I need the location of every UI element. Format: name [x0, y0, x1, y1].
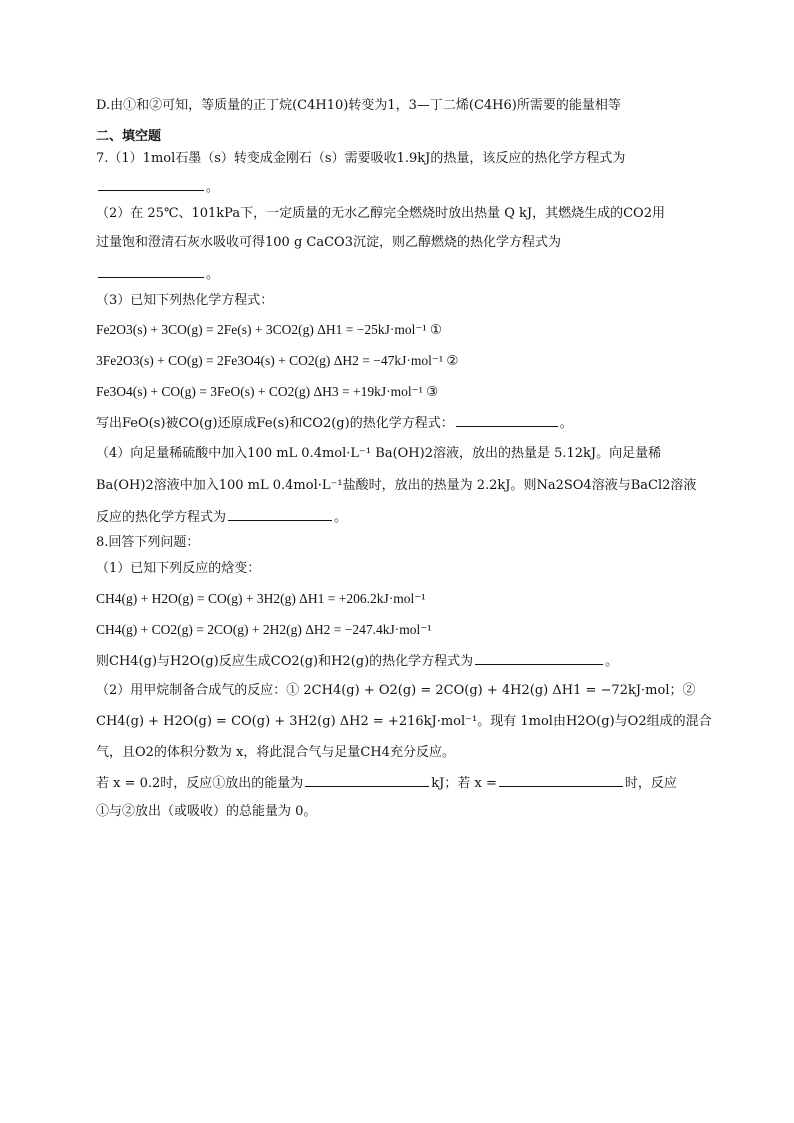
answer-blank[interactable]: [98, 177, 204, 191]
q8-part2-text-4c: 时，反应: [624, 776, 677, 791]
q8-part2-line2: [96, 713, 712, 731]
q8-part1-ask: [96, 651, 706, 671]
q7-part4-text-2: Ba(OH)2溶液中加入100 mL 0.4mol·L⁻¹盐酸时，放出的热量为 2.2kJ。则Na2SO4溶液与BaCl2溶液: [96, 478, 697, 493]
q7-part4-line2: [96, 477, 706, 495]
equation-1: Fe2O3(s) + 3CO(g) = 2Fe(s) + 3CO2(g) ΔH1 = −25kJ·mol⁻¹ ①: [96, 322, 443, 337]
period: 。: [605, 654, 619, 669]
answer-blank[interactable]: [475, 651, 603, 665]
q8-part2-text-3: 气，且O2的体积分数为 x，将此混合气与足量CH4充分反应。: [96, 745, 455, 760]
answer-blank[interactable]: [499, 773, 623, 787]
period: 。: [559, 416, 573, 431]
q8-part2-text-2: CH4(g) + H2O(g) = CO(g) + 3H2(g) ΔH2 = +216kJ·mol⁻¹。现有 1mol由H2O(g)与O2组成的混合: [96, 714, 712, 729]
q8-part2-line4: [96, 773, 706, 793]
q8-part1-ask-text: 则CH4(g)与H2O(g)反应生成CO2(g)和H2(g)的热化学方程式为: [96, 654, 474, 669]
q7-part4-text-1: （4）向足量稀硫酸中加入100 mL 0.4mol·L⁻¹ Ba(OH)2溶液，放出的热量是 5.12kJ。向足量稀: [96, 446, 662, 461]
q7-part2-line1: [96, 205, 706, 223]
q8-title-text: 8.回答下列问题：: [96, 535, 200, 550]
q8-part2-line1: [96, 682, 706, 700]
q7-equation-3: [96, 383, 706, 401]
q7-part2-answer: [96, 264, 706, 284]
equation-2: 3Fe2O3(s) + CO(g) = 2Fe3O4(s) + CO2(g) ΔH2 = −47kJ·mol⁻¹ ②: [96, 353, 459, 368]
q8-part2-line3: [96, 744, 706, 762]
option-d: [96, 97, 706, 115]
q8-part2-text-1: （2）用甲烷制备合成气的反应：① 2CH4(g) + O2(g) = 2CO(g) + 4H2(g) ΔH1 = −72kJ·mol；②: [96, 683, 696, 698]
q8-equation-2: [96, 621, 706, 639]
equation-2: CH4(g) + CO2(g) = 2CO(g) + 2H2(g) ΔH2 = −247.4kJ·mol⁻¹: [96, 622, 432, 637]
section-heading: [96, 128, 706, 146]
q8-part2-text-5: ①与②放出（或吸收）的总能量为 0。: [96, 804, 317, 819]
q8-part1-intro: [96, 560, 706, 578]
q7-part3-ask: [96, 413, 706, 433]
q7-part2-text-2: 过量饱和澄清石灰水吸收可得100 g CaCO3沉淀，则乙醇燃烧的热化学方程式为: [96, 235, 561, 250]
q8-part2-text-4a: 若 x = 0.2时，反应①放出的能量为: [96, 776, 304, 791]
q7-part3-ask-text: 写出FeO(s)被CO(g)还原成Fe(s)和CO2(g)的热化学方程式：: [96, 416, 454, 431]
q8-part2-line5: [96, 803, 706, 821]
q8-part1-intro-text: （1）已知下列反应的焓变：: [96, 561, 261, 576]
q7-part3-intro: [96, 292, 706, 310]
answer-blank[interactable]: [228, 507, 332, 521]
q7-part4-line3: [96, 507, 706, 527]
equation-3: Fe3O4(s) + CO(g) = 3FeO(s) + CO2(g) ΔH3 = +19kJ·mol⁻¹ ③: [96, 384, 439, 399]
q7-part2-line2: [96, 234, 706, 252]
q7-part1: [96, 150, 706, 168]
period: 。: [334, 510, 348, 525]
option-d-text: D.由①和②可知，等质量的正丁烷(C4H10)转变为1，3—丁二烯(C4H6)所需要的能量相等: [96, 98, 621, 113]
q7-part4-line1: [96, 445, 706, 463]
q7-part2-text-1: （2）在 25℃、101kPa下，一定质量的无水乙醇完全燃烧时放出热量 Q kJ，其燃烧生成的CO2用: [96, 206, 665, 221]
answer-blank[interactable]: [305, 773, 429, 787]
q7-part4-text-3: 反应的热化学方程式为: [96, 510, 227, 525]
section-heading-text: 二、填空题: [96, 129, 162, 144]
q7-equation-1: [96, 321, 706, 339]
equation-1: CH4(g) + H2O(g) = CO(g) + 3H2(g) ΔH1 = +206.2kJ·mol⁻¹: [96, 591, 426, 606]
period: 。: [206, 180, 220, 195]
q7-part3-intro-text: （3）已知下列热化学方程式：: [96, 293, 274, 308]
period: 。: [206, 267, 220, 282]
answer-blank[interactable]: [456, 413, 558, 427]
q8-equation-1: [96, 590, 706, 608]
answer-blank[interactable]: [98, 264, 204, 278]
q8-title: [96, 534, 706, 552]
q8-part2-text-4b: kJ；若 x =: [431, 776, 497, 791]
q7-part1-answer: [96, 177, 706, 197]
q7-equation-2: [96, 352, 706, 370]
q7-part1-text: 7.（1）1mol石墨（s）转变成金刚石（s）需要吸收1.9kJ的热量，该反应的热化学方程式为: [96, 151, 626, 166]
